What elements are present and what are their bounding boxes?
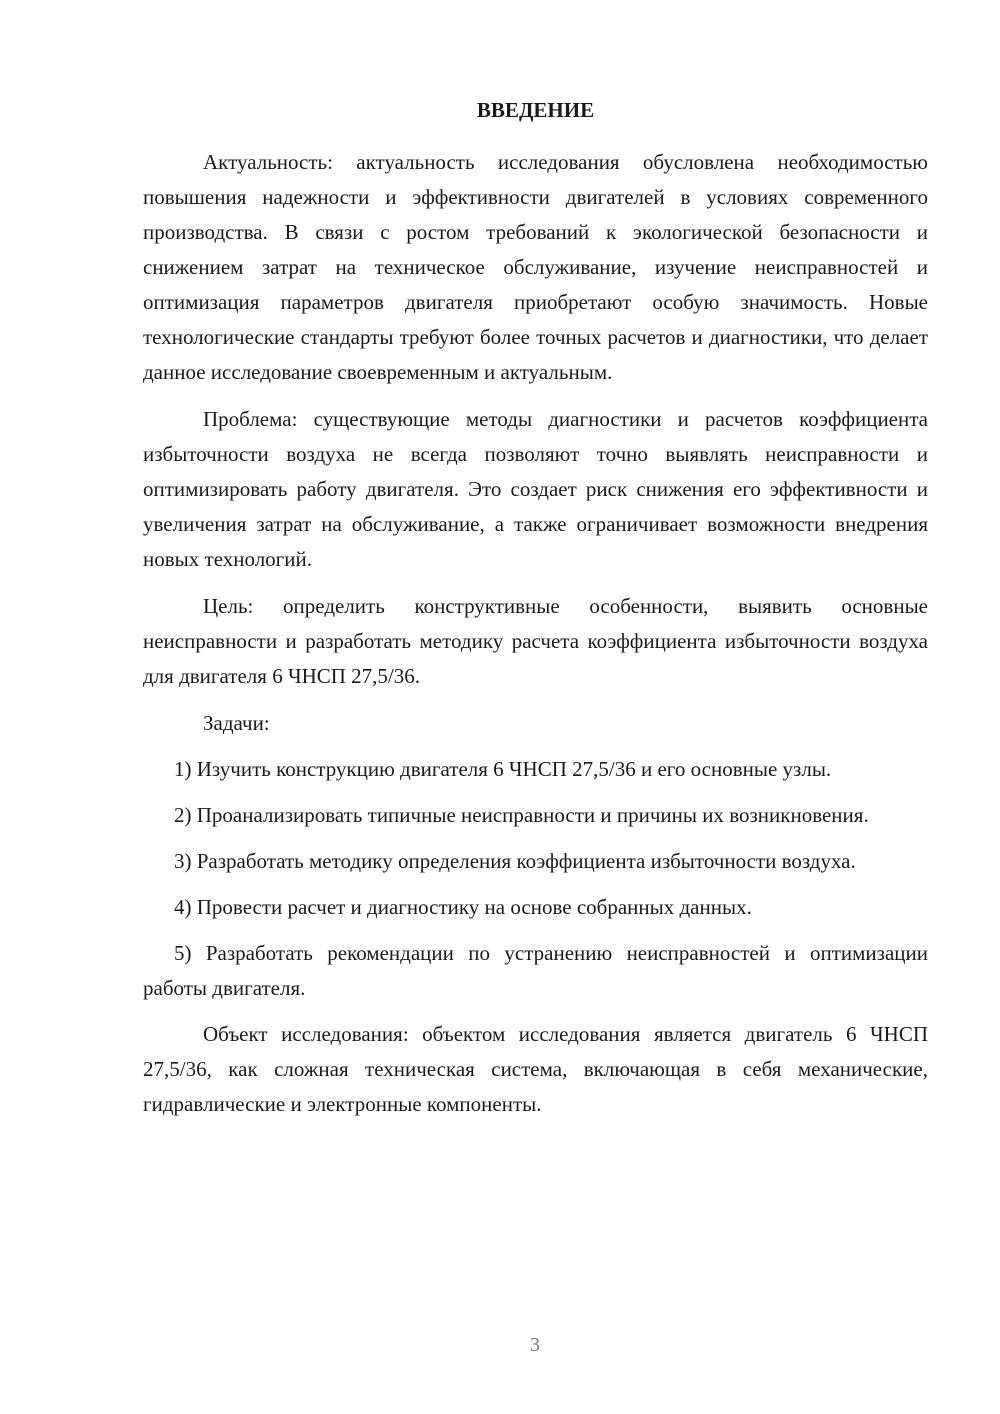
task-item-4: 4) Провести расчет и диагностику на основе собранных данных. — [174, 895, 752, 919]
task-item-5: 5) Разработать рекомендации по устранению неисправностей и оптимизации работы двигателя. — [143, 941, 928, 1000]
task-item-3: 3) Разработать методику определения коэффициента избыточности воздуха. — [174, 849, 856, 873]
task-item-1: 1) Изучить конструкцию двигателя 6 ЧНСП 27,5/36 и его основные узлы. — [174, 757, 832, 781]
section-heading: ВВЕДЕНИЕ — [476, 98, 595, 122]
object-paragraph: Объект исследования: объектом исследования является двигатель 6 ЧНСП 27,5/36, как сложная техническая система, включающая в себя механические, гидравлические и электронные компоненты. — [143, 1022, 928, 1116]
problem-paragraph: Проблема: существующие методы диагностики и расчетов коэффициента избыточности воздуха не всегда позволяют точно выявлять неисправности и оптимизировать работу двигателя. Это создает риск снижения его эффективности и увеличения затрат на обслуживание, а также ограничивает возможности внедрения новых технологий. — [143, 407, 928, 571]
page-number: 3 — [530, 1334, 540, 1356]
tasks-heading: Задачи: — [203, 711, 270, 735]
relevance-paragraph: Актуальность: актуальность исследования обусловлена необходимостью повышения надежности и эффективности двигателей в условиях современного производства. В связи с ростом требований к экологической безопасности и снижением затрат на техническое обслуживание, изучение неисправностей и оптимизация параметров двигателя приобретают особую значимость. Новые технологические стандарты требуют более точных расчетов и диагностики, что делает данное исследование своевременным и актуальным. — [143, 150, 928, 384]
task-item-2: 2) Проанализировать типичные неисправности и причины их возникновения. — [174, 803, 869, 827]
goal-paragraph: Цель: определить конструктивные особенности, выявить основные неисправности и разработать методику расчета коэффициента избыточности воздуха для двигателя 6 ЧНСП 27,5/36. — [143, 594, 928, 688]
document-page — [143, 95, 928, 1134]
